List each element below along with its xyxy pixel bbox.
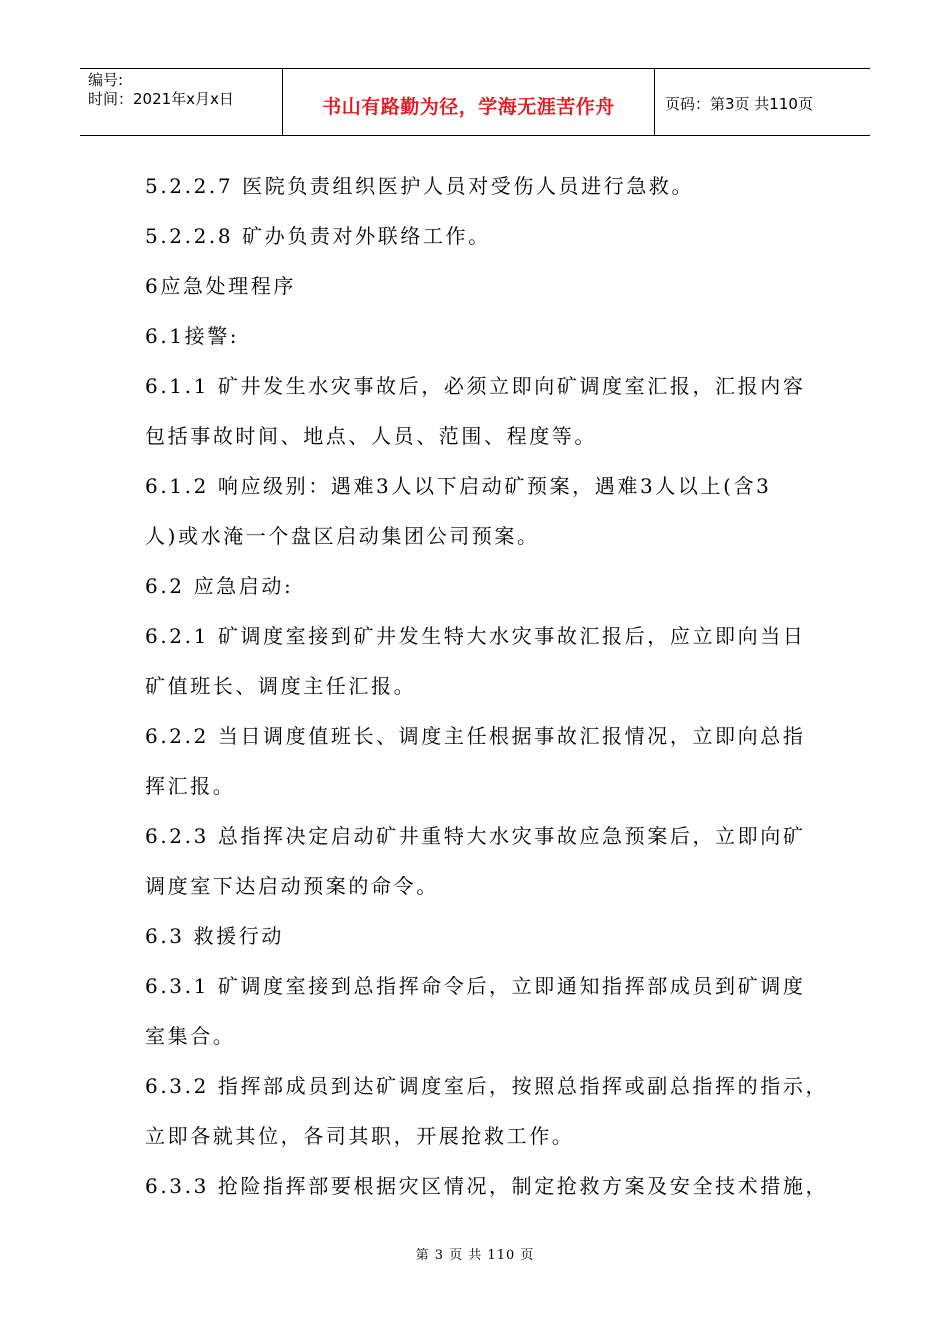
subsection-heading: 6.2 应急启动: xyxy=(145,574,294,598)
text-line: 立即各就其位，各司其职，开展抢救工作。 xyxy=(145,1124,575,1148)
header-motto-cell xyxy=(282,69,655,135)
page-header xyxy=(80,68,870,136)
text-line: 6.1.1 矿井发生水灾事故后，必须立即向矿调度室汇报，汇报内容 xyxy=(145,374,806,398)
header-motto: 书山有路勤为径，学海无涯苦作舟 xyxy=(322,95,615,118)
text-line: 6.2.1 矿调度室接到矿井发生特大水灾事故汇报后，应立即向当日 xyxy=(145,624,806,648)
page-footer: 第 3 页 共 110 页 xyxy=(415,1248,535,1263)
text-line: 包括事故时间、地点、人员、范围、程度等。 xyxy=(145,424,597,448)
text-line: 矿值班长、调度主任汇报。 xyxy=(145,674,417,698)
subsection-heading: 6.3 救援行动 xyxy=(145,924,284,948)
text-line: 5.2.2.8 矿办负责对外联络工作。 xyxy=(145,224,491,248)
text-line: 6.3.2 指挥部成员到达矿调度室后，按照总指挥或副总指挥的指示， xyxy=(145,1074,829,1098)
text-line: 6.2.3 总指挥决定启动矿井重特大水灾事故应急预案后，立即向矿 xyxy=(145,824,806,848)
text-line: 6.3.3 抢险指挥部要根据灾区情况，制定抢救方案及安全技术措施， xyxy=(145,1174,829,1198)
document-time-label: 时间：2021年x月x日 xyxy=(88,90,234,108)
text-line: 6.3.1 矿调度室接到总指挥命令后，立即通知指挥部成员到矿调度 xyxy=(145,974,806,998)
text-line: 6.1.2 响应级别：遇难3人以下启动矿预案，遇难3人以上(含3 xyxy=(145,474,772,498)
document-number-label: 编号: xyxy=(88,71,124,89)
text-line: 调度室下达启动预案的命令。 xyxy=(145,874,439,898)
header-page-info: 页码：第3页 共110页 xyxy=(665,94,813,113)
text-line: 人)或水淹一个盘区启动集团公司预案。 xyxy=(145,524,540,548)
text-line: 挥汇报。 xyxy=(145,774,236,798)
text-line: 室集合。 xyxy=(145,1024,236,1048)
document-body xyxy=(145,168,829,1218)
text-line: 5.2.2.7 医院负责组织医护人员对受伤人员进行急救。 xyxy=(145,174,695,198)
text-line: 6.2.2 当日调度值班长、调度主任根据事故汇报情况，立即向总指 xyxy=(145,724,806,748)
subsection-heading: 6.1接警: xyxy=(145,324,240,348)
header-meta xyxy=(80,69,282,135)
section-heading: 6应急处理程序 xyxy=(145,274,296,298)
